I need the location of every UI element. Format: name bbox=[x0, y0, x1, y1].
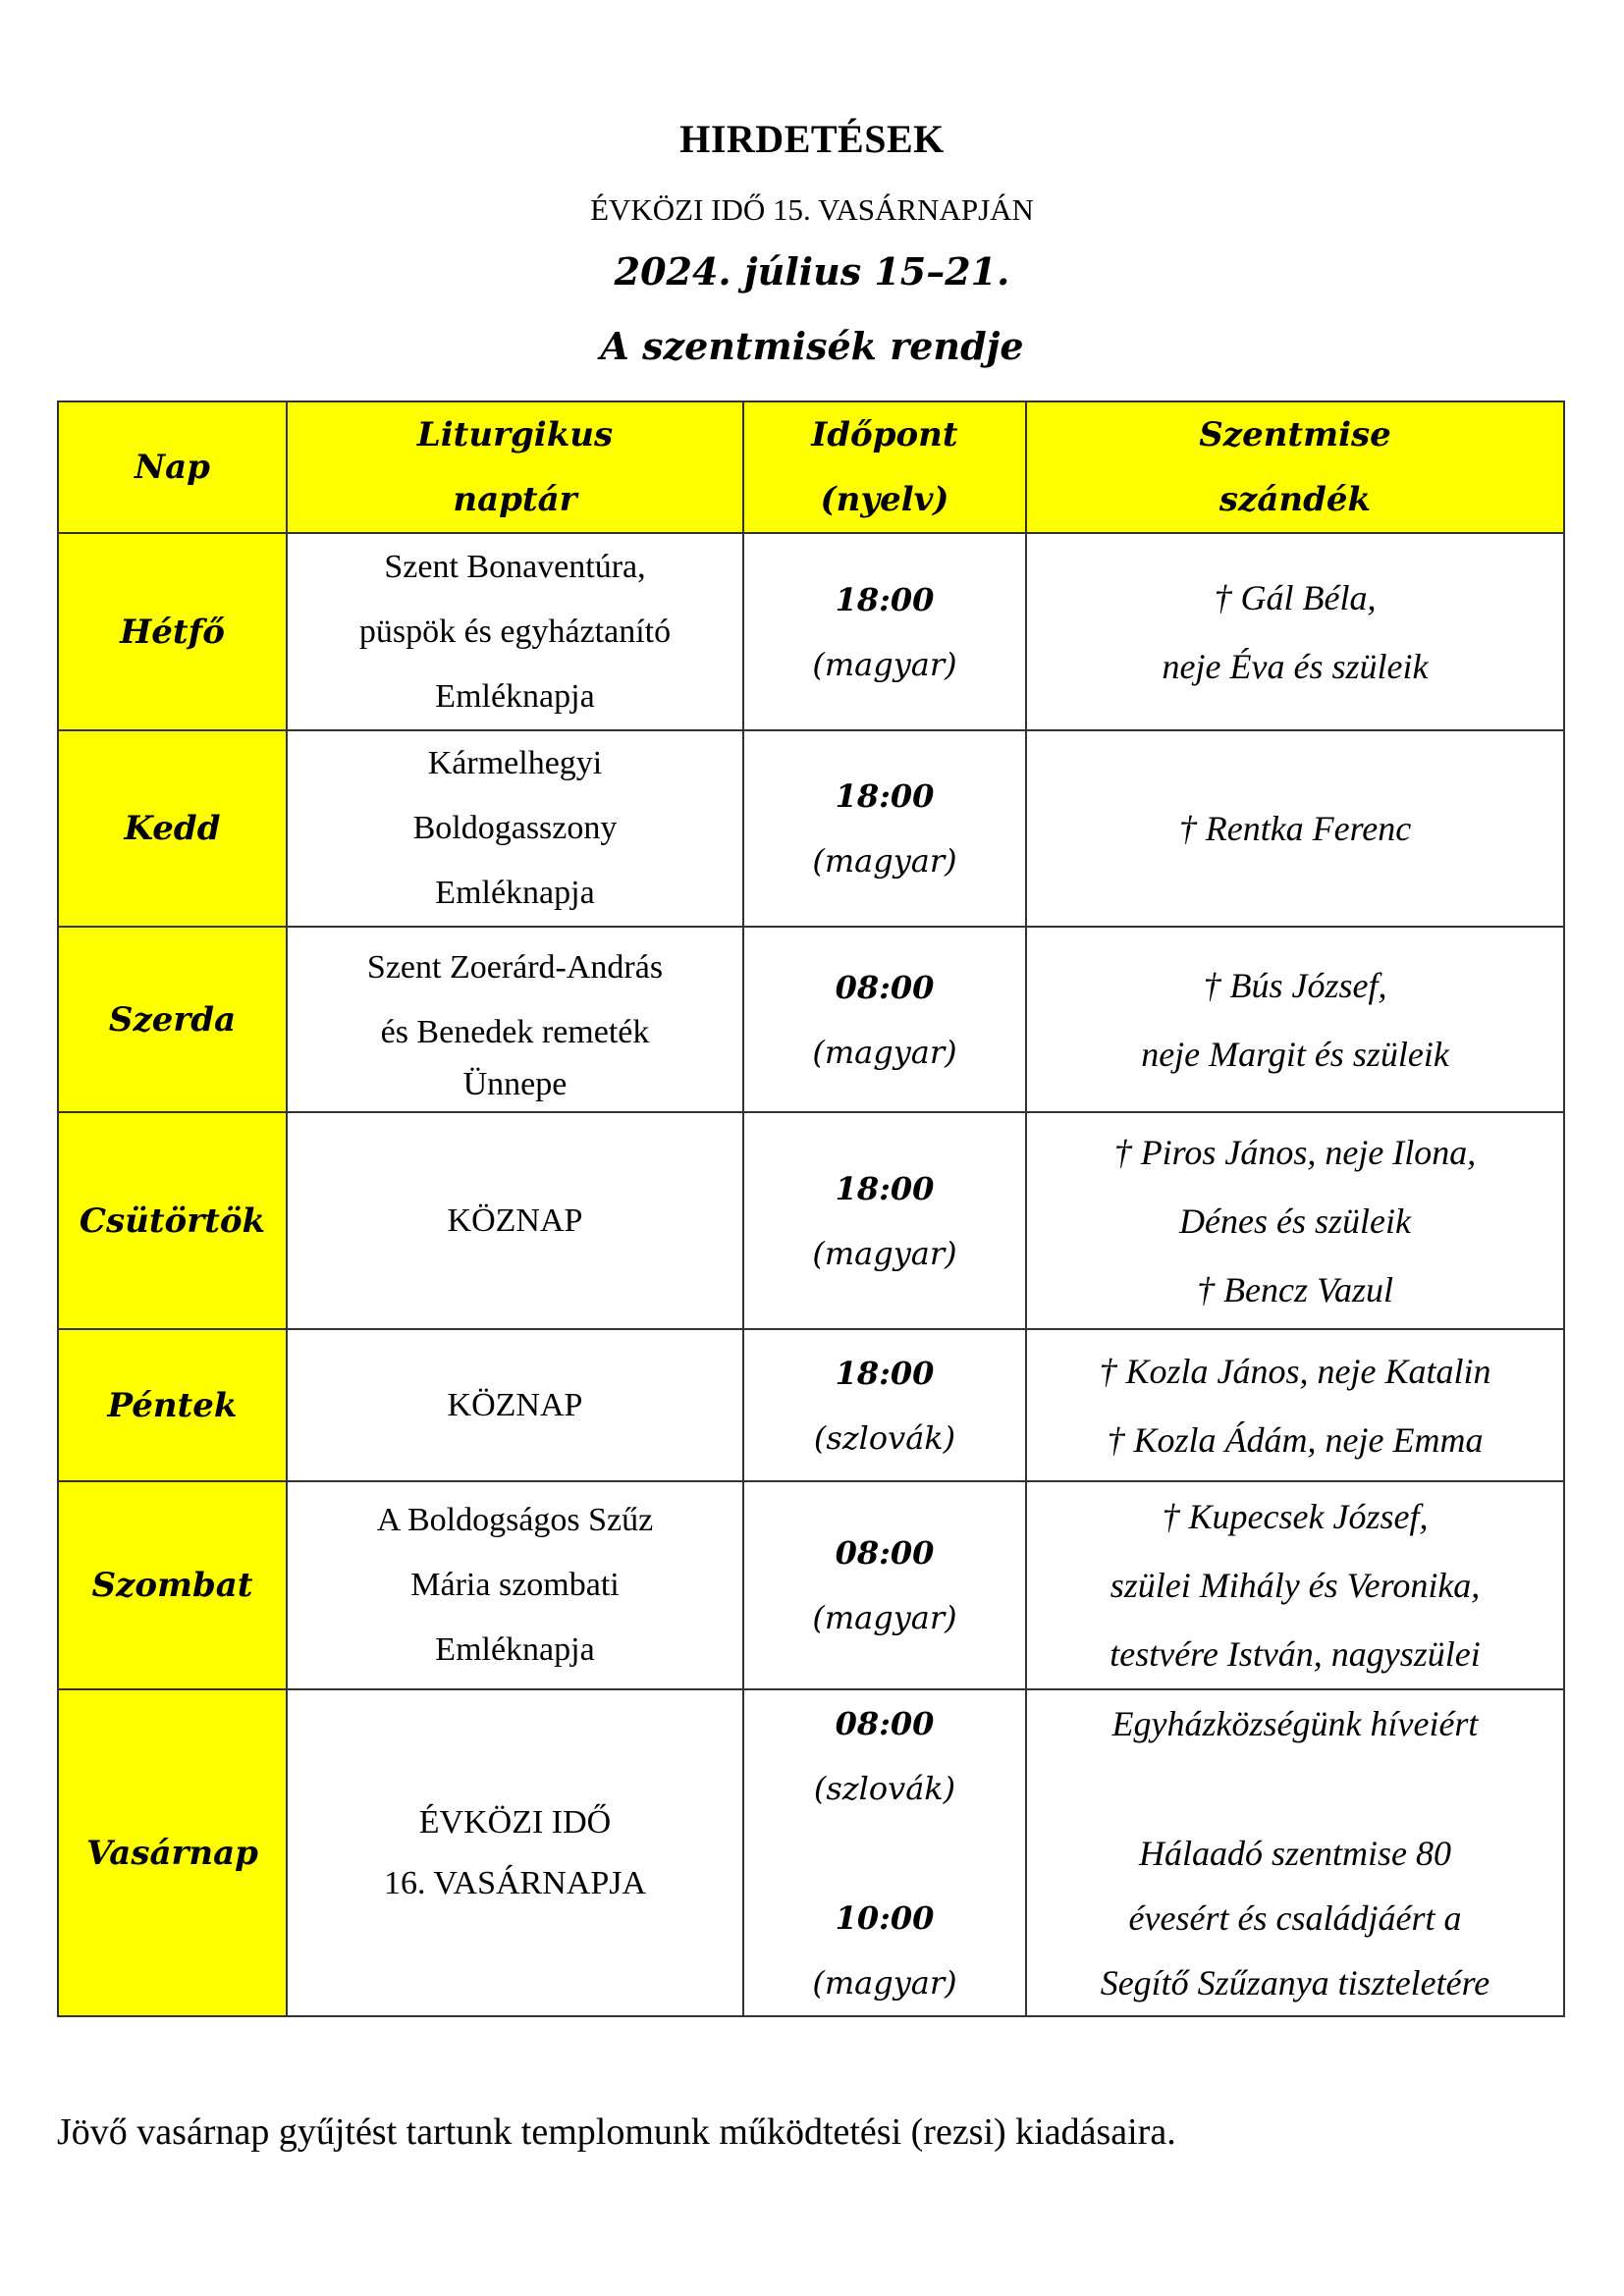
mass-language: (szlovák) bbox=[813, 1418, 956, 1457]
header-line: Nap bbox=[135, 448, 210, 487]
time-cell bbox=[743, 1112, 1026, 1329]
day-cell: Csütörtök bbox=[58, 1112, 287, 1329]
liturgical-line: Emléknapja bbox=[435, 1631, 595, 1668]
header-line: szándék bbox=[1218, 480, 1372, 519]
intention-cell bbox=[1026, 927, 1564, 1112]
time-cell bbox=[743, 927, 1026, 1112]
header-line: Szentmise bbox=[1199, 415, 1391, 454]
liturgical-cell bbox=[287, 1329, 743, 1481]
day-cell: Vasárnap bbox=[58, 1689, 287, 2016]
table-row bbox=[58, 730, 1564, 927]
mass-time: 08:00 bbox=[835, 968, 935, 1006]
mass-language: (magyar) bbox=[812, 1234, 957, 1272]
liturgical-line: Szent Zoerárd-András bbox=[366, 948, 664, 986]
table-row bbox=[58, 1112, 1564, 1329]
intention-line: neje Margit és szüleik bbox=[1141, 1034, 1449, 1074]
header-line: Időpont bbox=[811, 415, 958, 454]
mass-language: (magyar) bbox=[812, 842, 957, 880]
table-row bbox=[58, 533, 1564, 730]
time-cell bbox=[743, 533, 1026, 730]
liturgical-line: Emléknapja bbox=[435, 875, 595, 911]
day-cell: Szombat bbox=[58, 1481, 287, 1689]
mass-time: 08:00 bbox=[835, 1704, 935, 1742]
intention-cell bbox=[1026, 1112, 1564, 1329]
spacer bbox=[744, 1821, 1025, 1886]
mass-language: (magyar) bbox=[812, 1963, 957, 2002]
mass-time: 18:00 bbox=[835, 777, 935, 815]
header-line: naptár bbox=[453, 480, 577, 519]
mass-language: (szlovák) bbox=[813, 1769, 956, 1807]
liturgical-cell bbox=[287, 1689, 743, 2016]
liturgical-cell bbox=[287, 533, 743, 730]
liturgical-cell bbox=[287, 730, 743, 927]
liturgical-line: Boldogasszony bbox=[412, 810, 618, 846]
day-cell: Hétfő bbox=[58, 533, 287, 730]
mass-time: 18:00 bbox=[835, 1354, 935, 1392]
intention-line: † Gál Béla, bbox=[1214, 577, 1377, 617]
intention-line bbox=[1027, 1756, 1563, 1821]
table-row bbox=[58, 927, 1564, 1112]
day-cell: Kedd bbox=[58, 730, 287, 927]
day-cell: Péntek bbox=[58, 1329, 287, 1481]
document-title: HIRDETÉSEK bbox=[679, 117, 945, 161]
intention-line: † Bús József, bbox=[1203, 965, 1387, 1005]
mass-schedule-table bbox=[57, 400, 1565, 2017]
mass-language: (magyar) bbox=[812, 645, 957, 683]
column-header-day bbox=[58, 401, 287, 533]
intention-line: testvére István, nagyszülei bbox=[1110, 1634, 1481, 1674]
table-row bbox=[58, 1481, 1564, 1689]
intention-line: szülei Mihály és Veronika, bbox=[1110, 1566, 1481, 1605]
mass-time: 18:00 bbox=[835, 580, 935, 618]
intention-line: évesért és családjáért a bbox=[1128, 1897, 1462, 1938]
liturgical-line: és Benedek remeték bbox=[380, 1013, 650, 1050]
intention-cell bbox=[1026, 1481, 1564, 1689]
intention-cell bbox=[1026, 533, 1564, 730]
liturgical-line: A Boldogságos Szűz bbox=[376, 1502, 654, 1538]
time-cell bbox=[743, 1329, 1026, 1481]
mass-language: (magyar) bbox=[812, 1599, 957, 1636]
header-line: Liturgikus bbox=[416, 415, 614, 454]
intention-line: Egyházközségünk híveiért bbox=[1111, 1703, 1479, 1743]
liturgical-line: Szent Bonaventúra, bbox=[384, 548, 646, 585]
table-row bbox=[58, 1329, 1564, 1481]
liturgical-line: Mária szombati bbox=[410, 1567, 620, 1603]
time-cell bbox=[743, 1689, 1026, 2016]
intention-line: Segítő Szűzanya tiszteletére bbox=[1100, 1962, 1490, 2002]
column-header-intention bbox=[1026, 401, 1564, 533]
date-range: 2024. július 15–21. bbox=[614, 249, 1010, 294]
intention-line: † Kozla Ádám, neje Emma bbox=[1107, 1419, 1484, 1460]
column-header-liturgical bbox=[287, 401, 743, 533]
header-line: (nyelv) bbox=[820, 480, 949, 519]
liturgical-line: püspök és egyháztanító bbox=[358, 613, 672, 650]
intention-line: † Piros János, neje Ilona, bbox=[1113, 1132, 1477, 1172]
mass-time: 08:00 bbox=[835, 1534, 935, 1572]
intention-line: Hálaadó szentmise 80 bbox=[1139, 1833, 1451, 1873]
section-title: A szentmisék rendje bbox=[600, 324, 1024, 368]
document-subtitle: ÉVKÖZI IDŐ 15. VASÁRNAPJÁN bbox=[590, 192, 1034, 227]
intention-line: † Bencz Vazul bbox=[1197, 1269, 1393, 1309]
intention-line: † Kozla János, neje Katalin bbox=[1099, 1351, 1491, 1391]
collection-announcement: Jövő vasárnap gyűjtést tartunk templomunk működtetési (rezsi) kiadásaira. bbox=[57, 2111, 1176, 2153]
liturgical-cell bbox=[287, 1112, 743, 1329]
day-cell: Szerda bbox=[58, 927, 287, 1112]
time-cell bbox=[743, 1481, 1026, 1689]
liturgical-cell bbox=[287, 1481, 743, 1689]
liturgical-line: KÖZNAP bbox=[447, 1201, 583, 1239]
intention-cell bbox=[1026, 1689, 1564, 2016]
intention-line: neje Éva és szüleik bbox=[1162, 646, 1429, 686]
mass-language: (magyar) bbox=[812, 1033, 957, 1071]
intention-cell bbox=[1026, 1329, 1564, 1481]
liturgical-line: Ünnepe bbox=[462, 1065, 568, 1102]
intention-cell bbox=[1026, 730, 1564, 927]
liturgical-cell bbox=[287, 927, 743, 1112]
table-row bbox=[58, 1689, 1564, 2016]
intention-line: Dénes és szüleik bbox=[1179, 1201, 1411, 1241]
liturgical-line: Kármelhegyi bbox=[427, 745, 603, 781]
liturgical-line: KÖZNAP bbox=[447, 1386, 583, 1423]
column-header-time bbox=[743, 401, 1026, 533]
liturgical-line: Emléknapja bbox=[435, 677, 595, 715]
intention-line: † Kupecsek József, bbox=[1162, 1497, 1429, 1536]
mass-time: 18:00 bbox=[835, 1169, 935, 1207]
liturgical-line: 16. VASÁRNAPJA bbox=[383, 1864, 647, 1901]
mass-time: 10:00 bbox=[835, 1898, 935, 1937]
intention-line: † Rentka Ferenc bbox=[1178, 809, 1412, 848]
time-cell bbox=[743, 730, 1026, 927]
table-header-row bbox=[58, 401, 1564, 533]
liturgical-line: ÉVKÖZI IDŐ bbox=[418, 1803, 612, 1841]
